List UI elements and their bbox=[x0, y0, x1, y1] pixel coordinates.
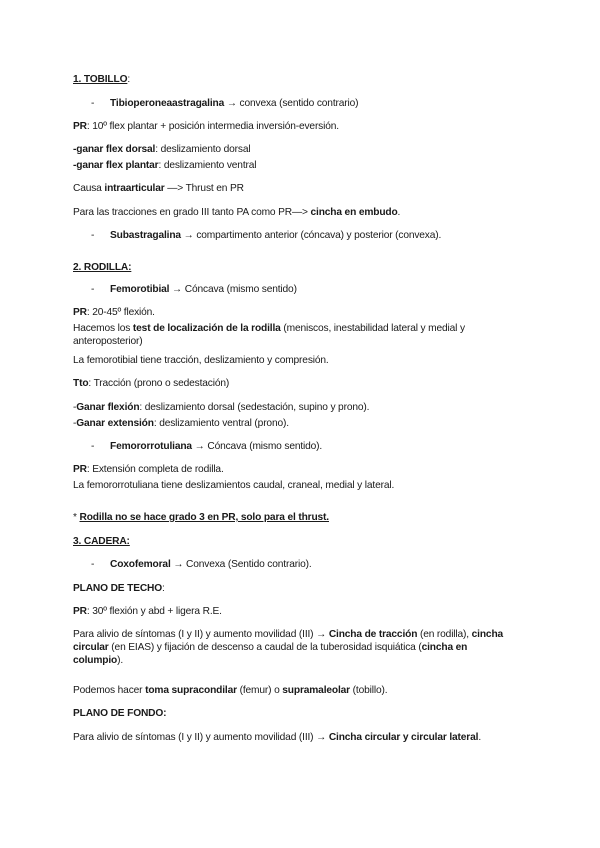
pr-line: PR: 10º flex plantar + posición intermedia inversión-eversión. bbox=[73, 121, 339, 132]
toma-line: Podemos hacer toma supracondilar (femur) o supramaleolar (tobillo). bbox=[73, 685, 388, 696]
femorotibial-line: La femorotibial tiene tracción, deslizamiento y compresión. bbox=[73, 355, 329, 366]
tracciones-line: Para las tracciones en grado III tanto PA como PR—> cincha en embudo. bbox=[73, 207, 401, 218]
alivio-fondo-line: Para alivio de síntomas (I y II) y aumento movilidad (III) → Cincha circular y circular lateral. bbox=[73, 732, 482, 743]
alivio-techo-paragraph: Para alivio de síntomas (I y II) y aumento movilidad (III) → Cincha de tracción (en rodilla), cincha circular (en EIAS) y fijación de descenso a caudal de la tuberosidad isquiática (cincha en columpio). bbox=[73, 629, 504, 666]
section-heading-rodilla: 2. RODILLA: bbox=[73, 262, 132, 273]
bullet-femororrotuliana: Femororrotuliana → Cóncava (mismo sentido). bbox=[110, 441, 323, 452]
bullet-coxofemoral: Coxofemoral → Convexa (Sentido contrario). bbox=[110, 559, 312, 570]
bullet-dash: - bbox=[91, 230, 95, 241]
pr-line: PR: 20-45º flexión. bbox=[73, 307, 155, 318]
bullet-dash: - bbox=[91, 98, 95, 109]
section-heading-cadera: 3. CADERA: bbox=[73, 536, 130, 547]
ganar-extension-line: -Ganar extensión: deslizamiento ventral (prono). bbox=[73, 418, 289, 429]
femororrotuliana-line: La femororrotuliana tiene deslizamientos caudal, craneal, medial y lateral. bbox=[73, 480, 395, 491]
ganar-flex-plantar-line: -ganar flex plantar: deslizamiento ventral bbox=[73, 160, 257, 171]
arrow-icon: → bbox=[183, 230, 194, 241]
arrow-icon: → bbox=[172, 284, 183, 295]
bullet-dash: - bbox=[91, 284, 95, 295]
pr-line: PR: Extensión completa de rodilla. bbox=[73, 464, 224, 475]
test-localizacion-paragraph: Hacemos los test de localización de la rodilla (meniscos, inestabilidad lateral y medial y anteroposterior) bbox=[73, 323, 465, 347]
arrow-icon: → bbox=[194, 441, 205, 452]
section-heading-tobillo: 1. TOBILLO: bbox=[73, 74, 131, 85]
bullet-dash: - bbox=[91, 559, 95, 570]
arrow-icon: → bbox=[226, 98, 237, 109]
causa-line: Causa intraarticular —> Thrust en PR bbox=[73, 183, 244, 194]
bullet-subastragalina: Subastragalina → compartimento anterior (cóncava) y posterior (convexa). bbox=[110, 230, 442, 241]
bullet-femorotibial: Femorotibial → Cóncava (mismo sentido) bbox=[110, 284, 297, 295]
arrow-icon: → bbox=[173, 559, 184, 570]
bullet-dash: - bbox=[91, 441, 95, 452]
plano-techo-heading: PLANO DE TECHO: bbox=[73, 583, 165, 594]
pr-line: PR: 30º flexión y abd + ligera R.E. bbox=[73, 606, 222, 617]
tto-line: Tto: Tracción (prono o sedestación) bbox=[73, 378, 230, 389]
rodilla-note: * Rodilla no se hace grado 3 en PR, solo para el thrust. bbox=[73, 512, 329, 523]
bullet-tibioperoneaastragalina: Tibioperoneaastragalina → convexa (sentido contrario) bbox=[110, 98, 359, 109]
ganar-flexion-line: -Ganar flexión: deslizamiento dorsal (sedestación, supino y prono). bbox=[73, 402, 370, 413]
plano-fondo-heading: PLANO DE FONDO: bbox=[73, 708, 167, 719]
ganar-flex-dorsal-line: -ganar flex dorsal: deslizamiento dorsal bbox=[73, 144, 251, 155]
